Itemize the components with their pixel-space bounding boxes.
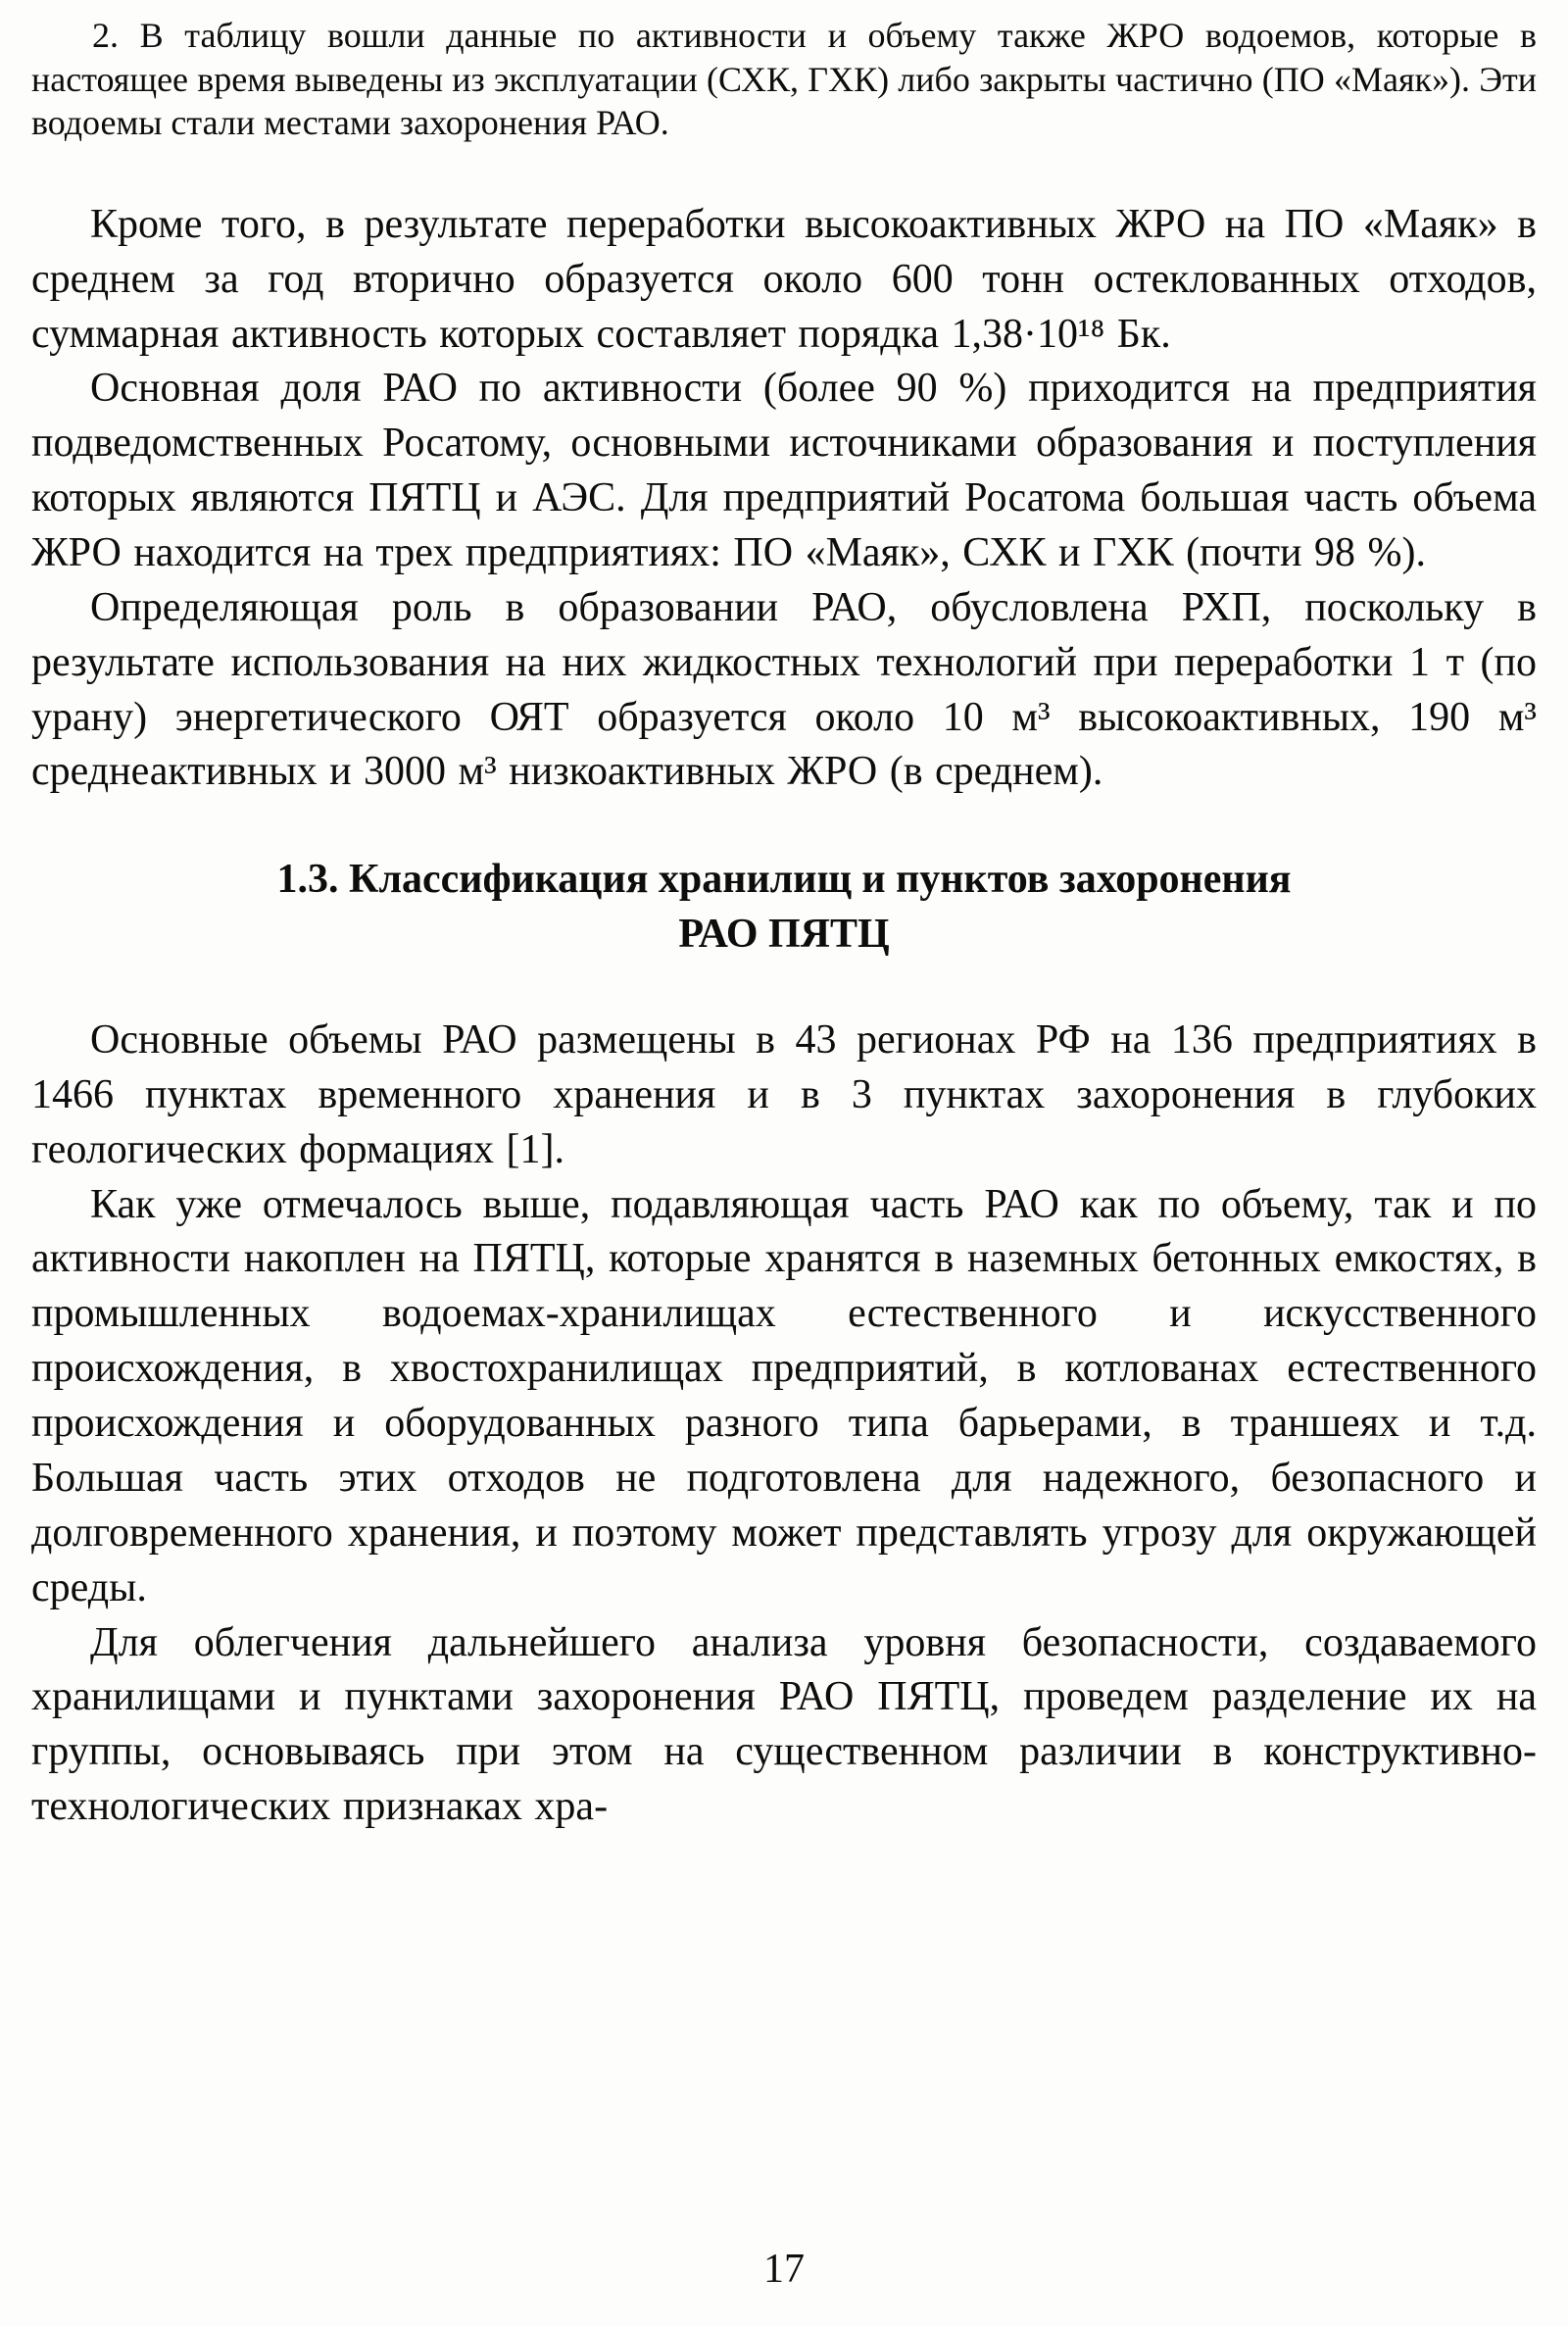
page-number: 17	[763, 2247, 805, 2292]
paragraph-safety-analysis: Для облегчения дальнейшего анализа уровня безопасности, создаваемого хранилищами и пунктами захоронения РАО ПЯТЦ, проведем разделение их на группы, основываясь при этом на существенном различии в конструктивно-технологических признаках хра-	[31, 1619, 1537, 1830]
paragraph-vitrified-waste: Кроме того, в результате переработки высокоактивных ЖРО на ПО «Маяк» в среднем за год вторично образуется около 600 тонн остеклованных отходов, суммарная активность которых составляет порядка 1,38·10¹⁸ Бк.	[31, 201, 1537, 357]
table-note: 2. В таблицу вошли данные по активности и объему также ЖРО водоемов, которые в настоящее время выведены из эксплуатации (СХК, ГХК) либо закрыты частично (ПО «Маяк»). Эти водоемы стали местами захоронения РАО.	[31, 16, 1537, 143]
section-heading	[71, 853, 1497, 963]
section-heading-line1: 1.3. Классификация хранилищ и пунктов захоронения	[276, 857, 1292, 903]
section-heading-line2: РАО ПЯТЦ	[678, 912, 890, 958]
paragraph-rhp-role: Определяющая роль в образовании РАО, обусловлена РХП, поскольку в результате использования на них жидкостных технологий при переработки 1 т (по урану) энергетического ОЯТ образуется около 10 м³ высокоактивных, 190 м³ среднеактивных и 3000 м³ низкоактивных ЖРО (в среднем).	[31, 584, 1537, 795]
paragraph-storage-types: Как уже отмечалось выше, подавляющая часть РАО как по объему, так и по активности накоплен на ПЯТЦ, которые хранятся в наземных бетонных емкостях, в промышленных водоемах-хранилищах естественного и искусственного происхождения, в хвостохранилищах предприятий, в котлованах естественного происхождения и оборудованных разного типа барьерами, в траншеях и т.д. Большая часть этих отходов не подготовлена для надежного, безопасного и долговременного хранения, и поэтому может представлять угрозу для окружающей среды.	[31, 1181, 1537, 1610]
paragraph-rao-volumes: Основные объемы РАО размещены в 43 регионах РФ на 136 предприятиях в 1466 пунктах временного хранения и в 3 пунктах захоронения в глубоких геологических формациях [1].	[31, 1017, 1537, 1172]
paragraph-rao-share: Основная доля РАО по активности (более 90 %) приходится на предприятия подведомственных Росатому, основными источниками образования и поступления которых являются ПЯТЦ и АЭС. Для предприятий Росатома большая часть объема ЖРО находится на трех предприятиях: ПО «Маяк», СХК и ГХК (почти 98 %).	[31, 366, 1537, 576]
